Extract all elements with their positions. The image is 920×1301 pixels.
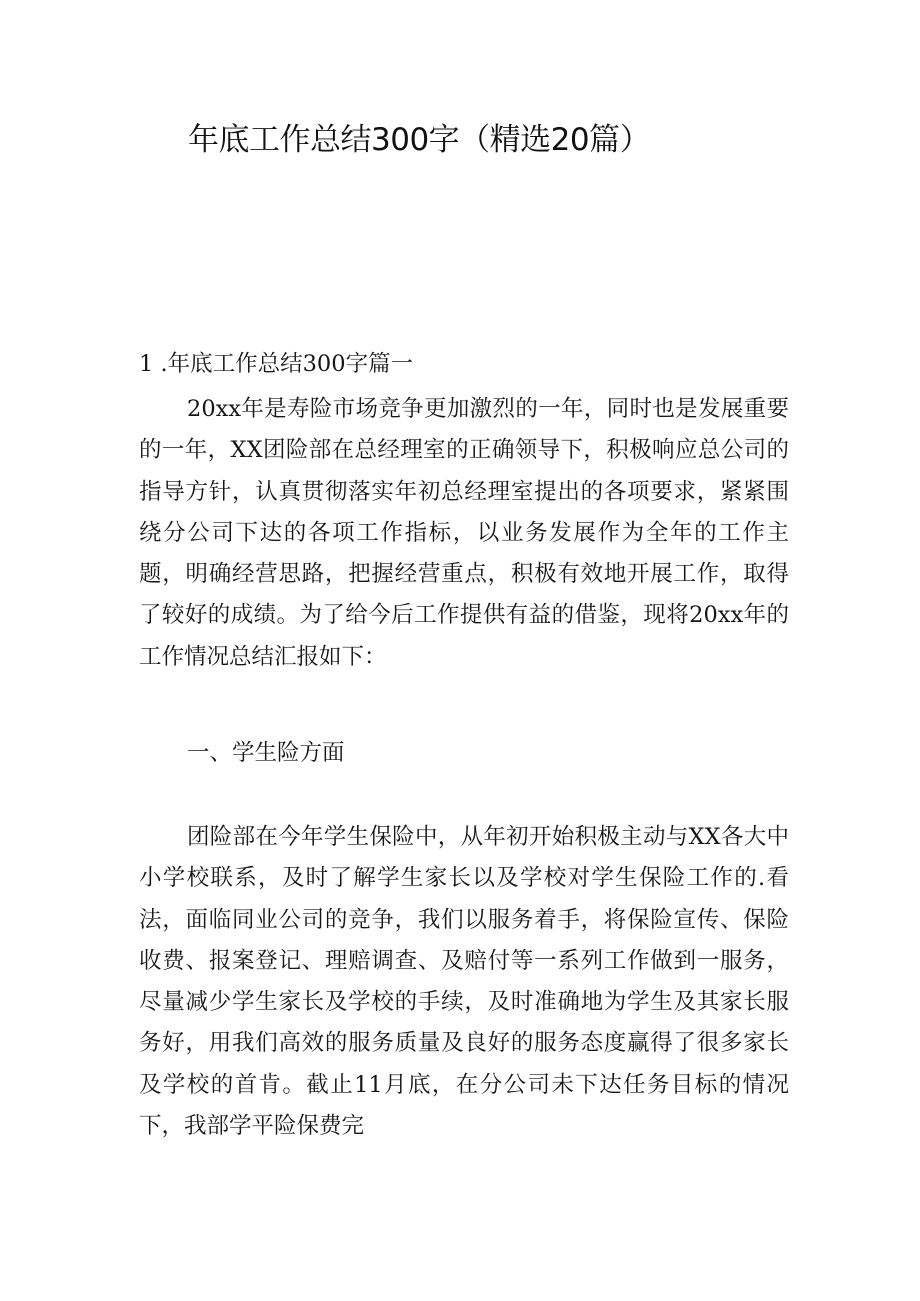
- paragraph-intro: 20xx年是寿险市场竞争更加激烈的一年，同时也是发展重要的一年，XX团险部在总经理室的正确领导下，积极响应总公司的指导方针，认真贯彻落实年初总经理室提出的各项要求，紧紧围绕分公司下达的各项工作指标，以业务发展作为全年的工作主题，明确经营思路，把握经营重点，积极有效地开展工作，取得了较好的成绩。为了给今后工作提供有益的借鉴，现将20xx年的工作情况总结汇报如下：: [139, 396, 789, 670]
- document-title: 年底工作总结300字（精选20篇）: [188, 122, 651, 158]
- sub-heading-student-insurance: 一、学生险方面: [187, 740, 345, 766]
- section-heading: 1 .年底工作总结300字篇一: [139, 351, 414, 377]
- paragraph-student-insurance: 团险部在今年学生保险中，从年初开始积极主动与XX各大中小学校联系，及时了解学生家长以及学校对学生保险工作的.看法，面临同业公司的竞争，我们以服务着手，将保险宣传、保险收费、报案登记、理赔调查、及赔付等一系列工作做到一服务，尽量减少学生家长及学校的手续，及时准确地为学生及其家长服务好，用我们高效的服务质量及良好的服务态度赢得了很多家长及学校的首肯。截止11月底，在分公司未下达任务目标的情况下，我部学平险保费完: [139, 824, 789, 1140]
